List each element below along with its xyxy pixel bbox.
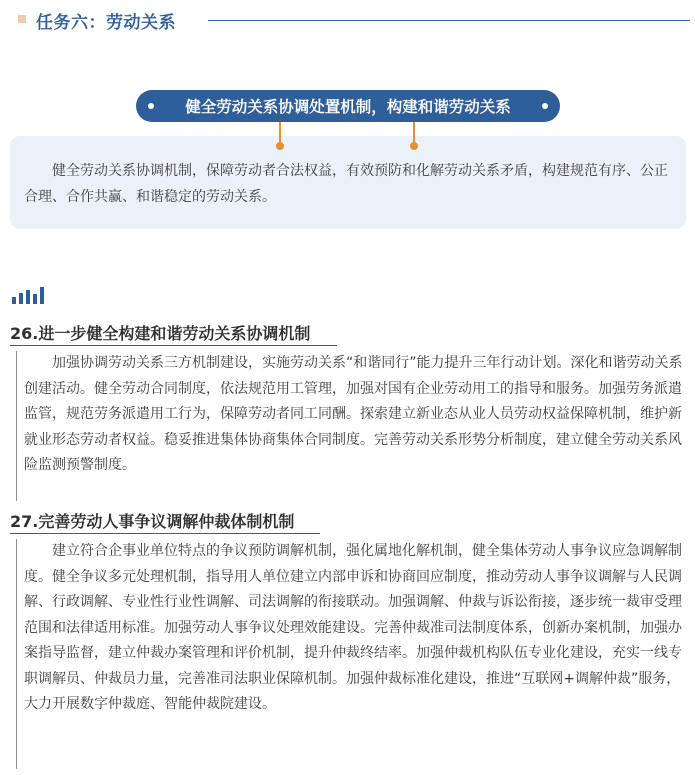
section-26 bbox=[10, 321, 686, 504]
section-27 bbox=[10, 509, 686, 771]
connector-dot-right bbox=[410, 142, 418, 150]
section-left-rule bbox=[16, 539, 17, 769]
section-title: 26.进一步健全构建和谐劳动关系协调机制 bbox=[10, 324, 311, 343]
intro-text: 健全劳动关系协调机制，保障劳动者合法权益，有效预防和化解劳动关系矛盾，构建规范有序、公正合理、合作共赢、和谐稳定的劳动关系。 bbox=[24, 163, 668, 205]
section-body: 加强协调劳动关系三方机制建设，实施劳动关系“和谐同行”能力提升三年行动计划。深化和谐劳动关系创建活动。健全劳动合同制度，依法规范用工管理，加强对国有企业劳动用工的指导和服务。加强劳务派遣监管，规范劳务派遣用工行为，保障劳动者同工同酬。探索建立新业态从业人员劳动权益保障机制，维护新就业形态劳动者权益。稳妥推进集体协商集体合同制度。完善劳动关系形势分析制度，建立健全劳动关系风险监测预警制度。 bbox=[24, 355, 683, 473]
connector-dot-left bbox=[276, 142, 284, 150]
section-title-underline bbox=[10, 533, 320, 534]
task-marker-square bbox=[18, 15, 26, 23]
section-title-underline bbox=[10, 345, 337, 346]
section-body: 建立符合企事业单位特点的争议预防调解机制，强化属地化解机制，健全集体劳动人事争议应急调解制度。健全争议多元处理机制，指导用人单位建立内部申诉和协商回应制度，推动劳动人事争议调解与人民调解、行政调解、专业性行业性调解、司法调解的衔接联动。加强调解、仲裁与诉讼衔接，逐步统一裁审受理范围和法律适用标准。加强劳动人事争议处理效能建设。完善仲裁准司法制度体系，创新办案机制，加强办案指导监督，建立仲裁办案管理和评价机制，提升仲裁终结率。加强仲裁机构队伍专业化建设，充实一线专职调解员、仲裁员力量，完善准司法职业保障机制。加强仲裁标准化建设，推进“互联网+调解仲裁”服务，大力开展数字仲裁庭、智能仲裁院建设。 bbox=[24, 543, 682, 712]
task-title: 任务六：劳动关系 bbox=[36, 13, 176, 33]
task-header-rule bbox=[208, 20, 690, 21]
section-left-rule bbox=[16, 351, 17, 501]
bullet-dot-icon bbox=[542, 103, 548, 109]
bar-chart-icon bbox=[12, 286, 44, 304]
banner-text: 健全劳动关系协调处置机制，构建和谐劳动关系 bbox=[185, 98, 511, 116]
section-title: 27.完善劳动人事争议调解仲裁体制机制 bbox=[10, 512, 295, 531]
task-header bbox=[18, 6, 690, 34]
banner-pill bbox=[136, 90, 560, 122]
intro-box bbox=[10, 136, 686, 229]
